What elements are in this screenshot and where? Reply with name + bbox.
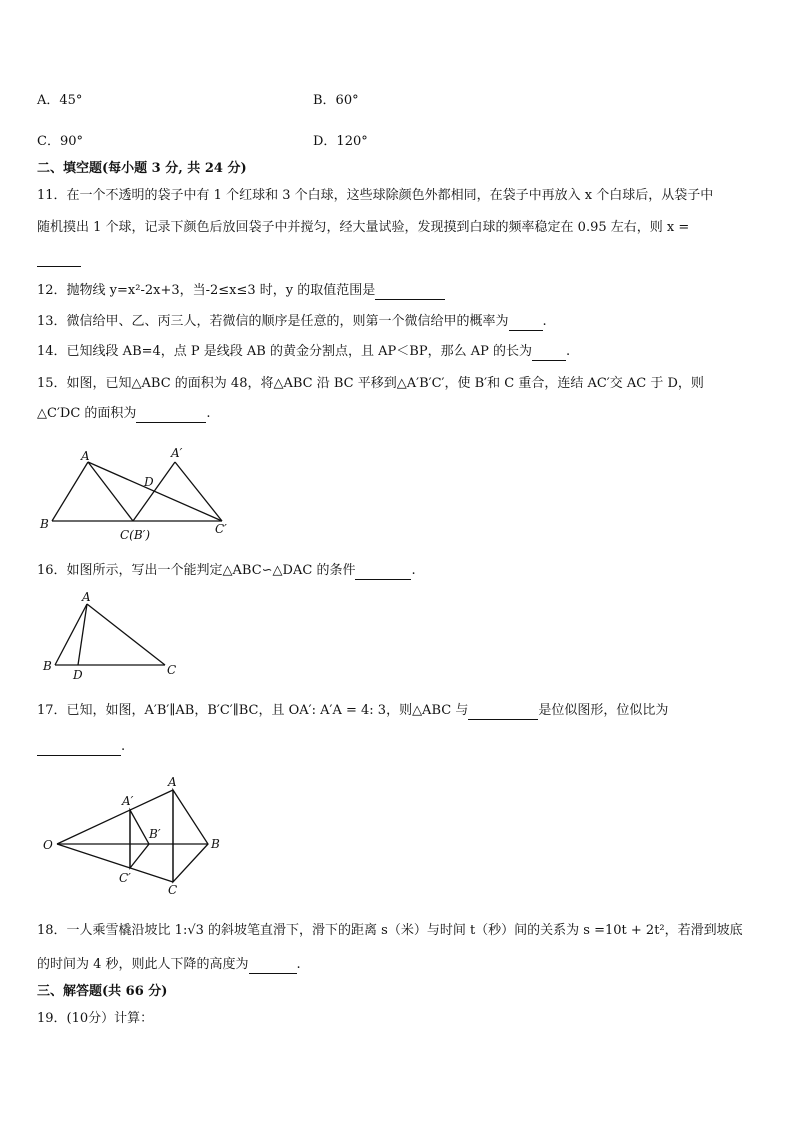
fig15-label-a: A [81, 449, 90, 463]
fig15-line-ac [88, 462, 133, 521]
fig16-label-a: A [82, 590, 91, 604]
q11-line1: 11．在一个不透明的袋子中有 1 个红球和 3 个白球，这些球除颜色外都相同，在袋子中再放入 x 个白球后，从袋子中 [37, 188, 714, 203]
q17-answer-blank-2 [37, 741, 121, 756]
q18-line1: 18．一人乘雪橇沿坡比 1:√3 的斜坡笔直滑下，滑下的距离 s（米）与时间 t（秒）间的关系为 s =10t + 2t²，若滑到坡底 [37, 923, 743, 938]
q16: 16．如图所示，写出一个能判定△ABC∽△DAC 的条件 . [37, 563, 416, 578]
fig17-label-o: O [43, 838, 53, 852]
fig17-triangle-abc [173, 790, 208, 882]
option-b: B．60° [313, 93, 359, 108]
q12-text: 12．抛物线 y=x²-2x+3，当-2≤x≤3 时，y 的取值范围是 [37, 283, 376, 298]
q11-answer-blank [37, 249, 81, 267]
q17-text-pre: 17．已知，如图，A′B′∥AB，B′C′∥BC，且 OA′: A′A = 4: 3，则△ABC 与 [37, 703, 469, 718]
fig15-label-a2: A′ [171, 446, 183, 460]
q19: 19．(10分）计算： [37, 1011, 154, 1026]
section-3-heading: 三、解答题(共 66 分) [37, 984, 168, 999]
q13-answer-blank [509, 316, 543, 331]
fig15-line-ba2 [133, 462, 175, 521]
fig17-label-b2: B′ [149, 827, 161, 841]
fig17-label-b: B [211, 837, 220, 851]
q14-answer-blank [532, 346, 566, 361]
figure-15 [35, 440, 245, 545]
fig15-label-d: D [144, 475, 154, 489]
q18-answer-blank [249, 959, 297, 974]
fig16-label-c: C [167, 663, 177, 677]
fig16-label-b: B [43, 659, 52, 673]
section-2-heading: 二、填空题(每小题 3 分, 共 24 分) [37, 161, 247, 176]
figure-16 [40, 588, 190, 683]
fig15-label-b: B [40, 517, 49, 531]
q14: 14．已知线段 AB=4，点 P 是线段 AB 的黄金分割点，且 AP＜BP，那么 AP 的长为 . [37, 344, 571, 359]
q17 [37, 702, 668, 720]
q12 [37, 282, 445, 300]
q14-text: 14．已知线段 AB=4，点 P 是线段 AB 的黄金分割点，且 AP＜BP，那么 AP 的长为 [37, 344, 532, 359]
option-a: A．45° [37, 93, 83, 108]
q15-answer-blank [136, 408, 206, 423]
fig17-label-c2: C′ [119, 871, 131, 885]
option-d: D．120° [313, 134, 368, 149]
q16-text: 16．如图所示，写出一个能判定△ABC∽△DAC 的条件 [37, 563, 356, 578]
fig17-label-a2: A′ [122, 794, 134, 808]
q13: 13．微信给甲、乙、丙三人，若微信的顺序是任意的，则第一个微信给甲的概率为 . [37, 314, 547, 329]
fig17-label-c: C [168, 883, 178, 897]
q18-line2: 的时间为 4 秒，则此人下降的高度为 . [37, 957, 301, 972]
fig15-line-ac2 [88, 462, 222, 521]
q12-answer-blank [375, 285, 445, 300]
fig17-line-oc [57, 844, 173, 882]
fig17-triangle-a2b2c2 [130, 810, 149, 868]
fig15-label-c2: C′ [215, 522, 227, 536]
figure-17 [38, 772, 228, 900]
q17-text-post: 是位似图形，位似比为 [538, 703, 669, 718]
fig16-line-ac [87, 604, 165, 665]
q13-text: 13．微信给甲、乙、丙三人，若微信的顺序是任意的，则第一个微信给甲的概率为 [37, 314, 509, 329]
fig15-line-ab [52, 462, 88, 521]
option-c: C．90° [37, 134, 83, 149]
q11-line2: 随机摸出 1 个球，记录下颜色后放回袋子中并搅匀，经大量试验，发现摸到白球的频率稳定在 0.95 左右，则 x = [37, 220, 690, 235]
q15-line1: 15．如图，已知△ABC 的面积为 48，将△ABC 沿 BC 平移到△A′B′C′，使 B′和 C 重合，连结 AC′交 AC 于 D，则 [37, 376, 704, 391]
fig15-line-a2c2 [175, 462, 222, 521]
fig16-label-d: D [73, 668, 83, 682]
q15-line2: △C′DC 的面积为 . [37, 406, 211, 421]
q16-answer-blank [355, 565, 411, 580]
fig17-label-a: A [168, 775, 177, 789]
q17-answer-blank-1 [468, 705, 538, 720]
q17-line2: . [37, 738, 125, 756]
fig15-label-c: C(B′) [120, 528, 151, 542]
